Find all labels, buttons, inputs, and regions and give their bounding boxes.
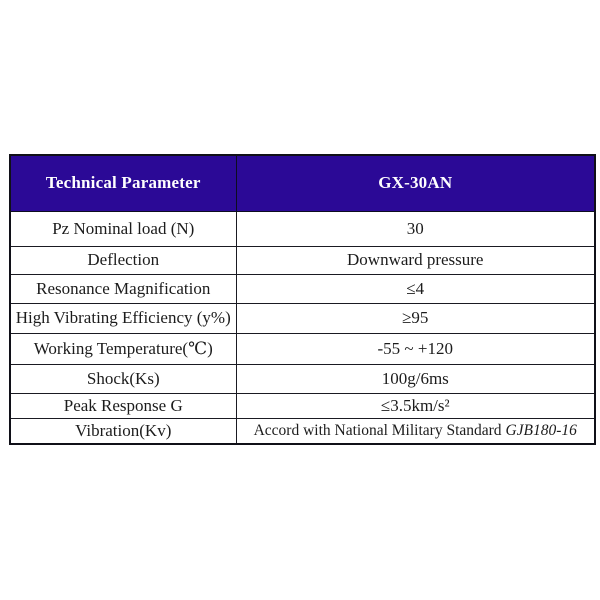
table-row — [10, 393, 595, 418]
value-cell: Downward pressure — [236, 246, 595, 274]
table-row — [10, 246, 595, 274]
param-cell: Resonance Magnification — [10, 274, 236, 303]
value-cell — [236, 418, 595, 444]
param-cell: Pz Nominal load (N) — [10, 211, 236, 246]
value-cell: 30 — [236, 211, 595, 246]
param-cell: High Vibrating Efficiency (y%) — [10, 303, 236, 333]
table-row — [10, 364, 595, 393]
model-header-cell: GX-30AN — [236, 155, 595, 211]
table-row — [10, 274, 595, 303]
table-header — [10, 155, 595, 211]
technical-parameter-table — [9, 154, 596, 445]
value-cell: ≥95 — [236, 303, 595, 333]
param-cell: Working Temperature(℃) — [10, 333, 236, 364]
table-row — [10, 303, 595, 333]
header-row — [10, 155, 595, 211]
value-cell: ≤3.5km/s² — [236, 393, 595, 418]
table-row — [10, 333, 595, 364]
table-row — [10, 418, 595, 444]
param-cell: Peak Response G — [10, 393, 236, 418]
table-row — [10, 211, 595, 246]
param-cell: Deflection — [10, 246, 236, 274]
param-cell: Shock(Ks) — [10, 364, 236, 393]
vibration-value-text: Accord with National Military Standard — [253, 421, 506, 439]
table-body — [10, 211, 595, 444]
value-cell: -55 ~ +120 — [236, 333, 595, 364]
value-cell: 100g/6ms — [236, 364, 595, 393]
param-header-cell: Technical Parameter — [10, 155, 236, 211]
value-cell: ≤4 — [236, 274, 595, 303]
param-cell: Vibration(Kv) — [10, 418, 236, 444]
vibration-standard-code: GJB180-16 — [505, 421, 577, 439]
